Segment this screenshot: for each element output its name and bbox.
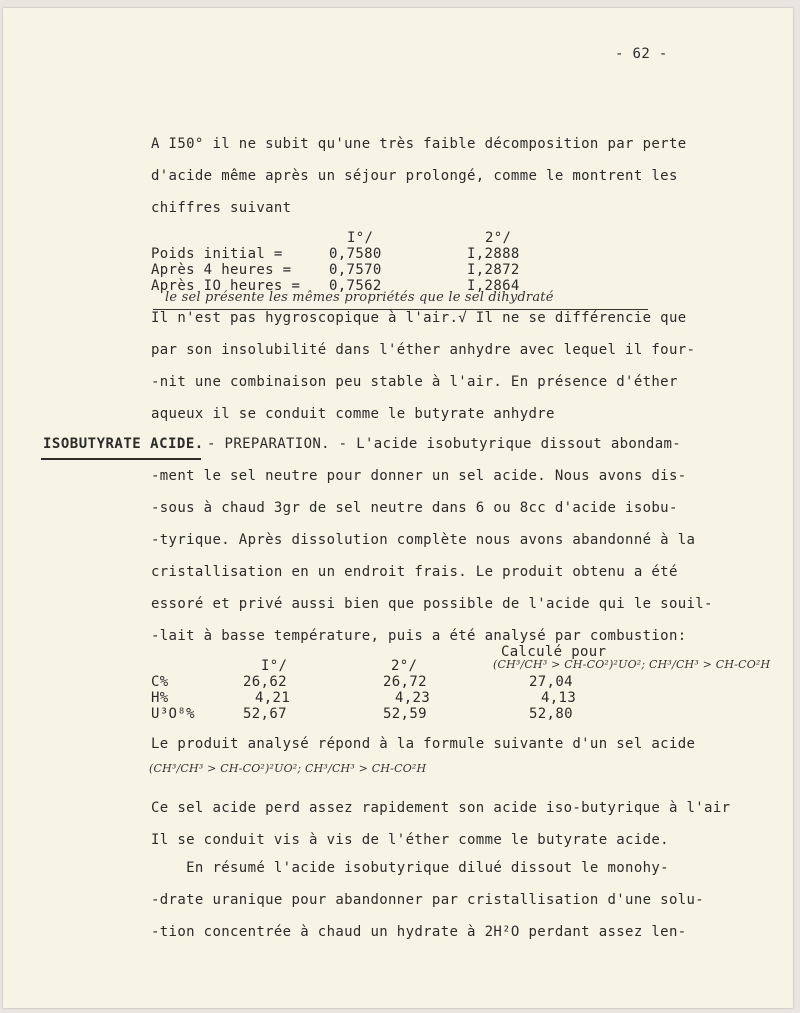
table-row-label: H% — [151, 690, 169, 706]
table-cell: 0,7570 — [329, 262, 382, 278]
table-cell: 4,13 — [541, 690, 577, 706]
text-line: -nit une combinaison peu stable à l'air. En présence d'éther — [151, 374, 678, 390]
table-row-label: U³O⁸% — [151, 706, 195, 722]
table-cell: 52,59 — [383, 706, 427, 722]
table-cell: 27,04 — [529, 674, 573, 690]
handwritten-annotation: le sel présente les mêmes propriétés que le sel dihydraté — [165, 290, 554, 305]
handwritten-formula: (CH³/CH³ > CH-CO²)²UO²; CH³/CH³ > CH-CO²H — [493, 658, 771, 671]
section-heading: ISOBUTYRATE ACIDE. — [43, 436, 204, 452]
text-line: cristallisation en un endroit frais. Le produit obtenu a été — [151, 564, 678, 580]
document-page — [3, 8, 793, 1008]
table-cell: 26,62 — [243, 674, 287, 690]
text-line: -ment le sel neutre pour donner un sel acide. Nous avons dis- — [151, 468, 687, 484]
text-line: -tyrique. Après dissolution complète nous avons abandonné à la — [151, 532, 696, 548]
page-number: - 62 - — [615, 46, 668, 62]
text-line: -drate uranique pour abandonner par cristallisation d'une solu- — [151, 892, 705, 908]
text-line: -lait à basse température, puis a été analysé par combustion: — [151, 628, 687, 644]
handwritten-formula: (CH³/CH³ > CH-CO²)²UO²; CH³/CH³ > CH-CO²H — [149, 762, 427, 775]
table-row-label: Poids initial = — [151, 246, 283, 262]
table-cell: 0,7580 — [329, 246, 382, 262]
table-cell: 0,7562 — [329, 278, 382, 294]
text-line: -sous à chaud 3gr de sel neutre dans 6 ou 8cc d'acide isobu- — [151, 500, 678, 516]
text-line: aqueux il se conduit comme le butyrate anhydre — [151, 406, 555, 422]
table-cell: 52,67 — [243, 706, 287, 722]
text-line: par son insolubilité dans l'éther anhydre avec lequel il four- — [151, 342, 696, 358]
table-cell: 26,72 — [383, 674, 427, 690]
heading-underline — [41, 458, 201, 460]
text-line: En résumé l'acide isobutyrique dilué dissout le monohy- — [151, 860, 669, 876]
text-line: A I50° il ne subit qu'une très faible décomposition par perte — [151, 136, 687, 152]
table-cell: I,2888 — [467, 246, 520, 262]
table-cell: 4,21 — [255, 690, 291, 706]
table-row-label: Après IO heures = — [151, 278, 301, 294]
table-header: 2°/ — [485, 230, 512, 246]
text-line: Il n'est pas hygroscopique à l'air.√ Il ne se différencie que — [151, 310, 687, 326]
text-line: Le produit analysé répond à la formule suivante d'un sel acide — [151, 736, 696, 752]
table-cell: 52,80 — [529, 706, 573, 722]
text-line: Il se conduit vis à vis de l'éther comme le butyrate acide. — [151, 832, 669, 848]
table-row-label: Après 4 heures = — [151, 262, 292, 278]
text-line: - PREPARATION. - L'acide isobutyrique dissout abondam- — [207, 436, 682, 452]
table-row-label: C% — [151, 674, 169, 690]
table-cell: I,2872 — [467, 262, 520, 278]
table-cell: 4,23 — [395, 690, 431, 706]
text-line: d'acide même après un séjour prolongé, comme le montrent les — [151, 168, 678, 184]
table-header: I°/ — [261, 658, 288, 674]
table-header: Calculé pour — [501, 644, 607, 660]
text-line: essoré et privé aussi bien que possible de l'acide qui le souil- — [151, 596, 713, 612]
text-line: -tion concentrée à chaud un hydrate à 2H²O perdant assez len- — [151, 924, 687, 940]
text-line: chiffres suivant — [151, 200, 292, 216]
table-header: I°/ — [347, 230, 374, 246]
table-header: 2°/ — [391, 658, 418, 674]
table-cell: I,2864 — [467, 278, 520, 294]
text-line: Ce sel acide perd assez rapidement son acide iso-butyrique à l'air — [151, 800, 731, 816]
